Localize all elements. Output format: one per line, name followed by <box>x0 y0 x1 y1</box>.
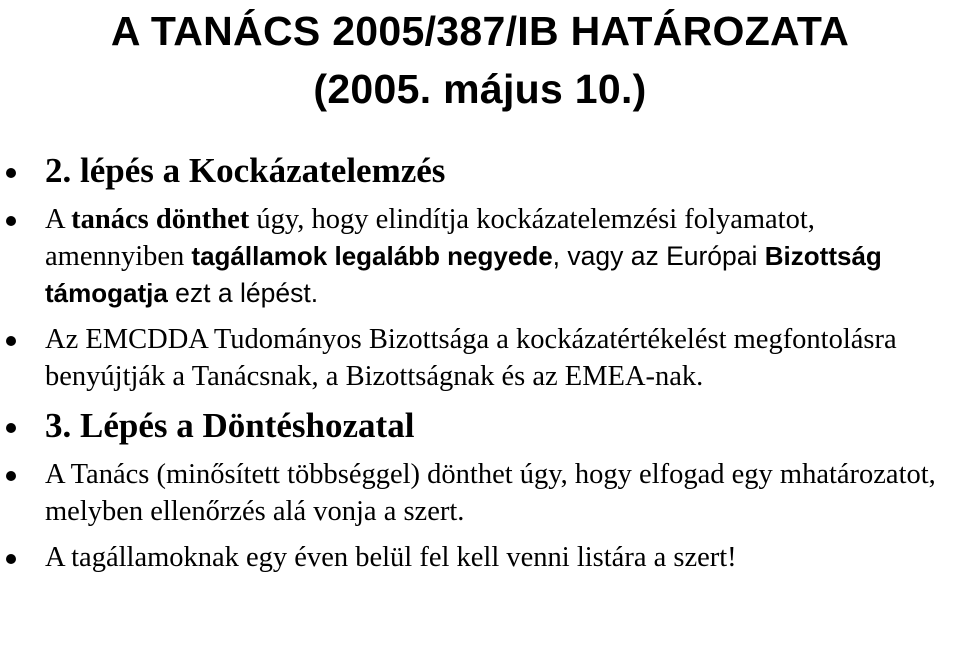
bullet-step-2-heading <box>0 149 960 193</box>
bullet-emcdda-submission <box>0 321 960 395</box>
bullet-council-adoption <box>0 456 960 530</box>
bullet-step-3-heading <box>0 404 960 448</box>
bullet-list <box>0 149 960 585</box>
bullet-emphasis: Bizottság támogatja <box>45 241 882 308</box>
bullet-member-states <box>0 539 960 576</box>
bullet-text-part: A <box>45 204 72 235</box>
title-line-2: (2005. május 10.) <box>313 66 647 112</box>
slide-title <box>0 2 960 118</box>
bullet-text: A tagállamoknak egy éven belül fel kell venni listára a szert! <box>45 542 737 573</box>
bullet-dot-icon <box>6 168 16 178</box>
bullet-dot-icon <box>6 423 16 433</box>
bullet-text: 3. Lépés a Döntéshozatal <box>45 406 415 445</box>
title-line-1: A TANÁCS 2005/387/IB HATÁROZATA <box>110 8 850 54</box>
bullet-dot-icon <box>6 336 16 346</box>
bullet-dot-icon <box>6 471 16 481</box>
bullet-council-decision <box>0 201 960 312</box>
bullet-dot-icon <box>6 554 16 564</box>
bullet-text-part: , vagy az Európai <box>552 241 765 271</box>
bullet-text-part: ezt a lépést. <box>167 278 319 308</box>
bullet-emphasis: tanács dönthet <box>71 204 250 235</box>
bullet-dot-icon <box>6 216 16 226</box>
bullet-text: Az EMCDDA Tudományos Bizottsága a kockázatértékelést megfontolásra benyújtják a Tanácsnak, a Bizottságnak és az EMEA-nak. <box>45 324 897 392</box>
bullet-text: 2. lépés a Kockázatelemzés <box>45 151 446 190</box>
bullet-emphasis: tagállamok legalább negyede <box>191 241 553 271</box>
bullet-text: A Tanács (minősített többséggel) dönthet úgy, hogy elfogad egy mhatározatot, melyben ellenőrzés alá vonja a szert. <box>45 459 936 527</box>
bullet-text-part: úgy, hogy elindítja kockázatelemzési folyamatot, amennyiben <box>45 204 815 272</box>
